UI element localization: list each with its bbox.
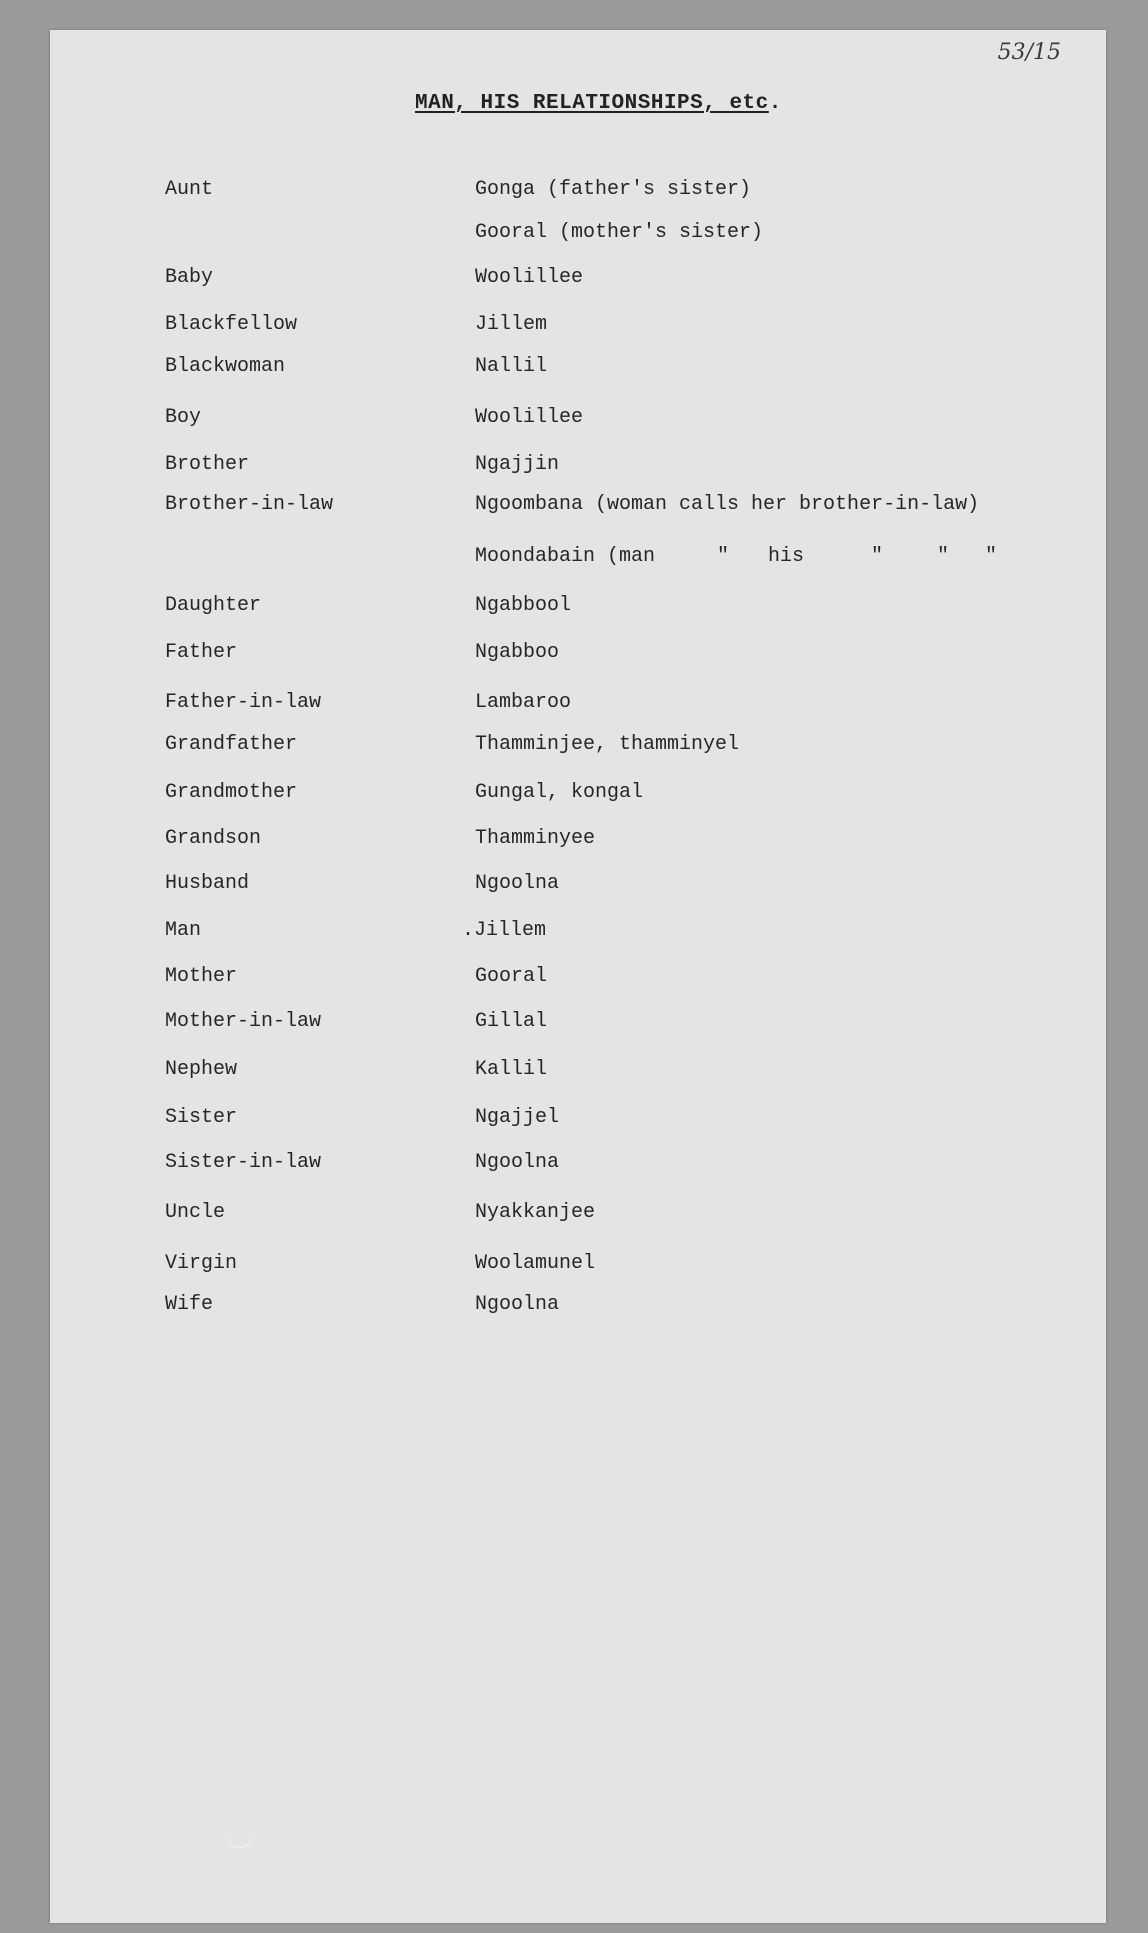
term: Mother xyxy=(165,965,238,988)
gloss: Woolillee xyxy=(475,406,584,429)
term: Grandfather xyxy=(165,733,298,756)
list-item xyxy=(50,919,1106,949)
list-item xyxy=(50,733,1106,763)
list-item xyxy=(50,965,1106,995)
gloss: Ngoolna xyxy=(475,1151,560,1174)
ditto-mark: " xyxy=(937,545,950,568)
gloss: Jillem xyxy=(475,313,548,336)
term: Brother xyxy=(165,453,250,476)
term: Sister-in-law xyxy=(165,1151,322,1174)
term: Aunt xyxy=(165,178,214,201)
gloss: Ngabbool xyxy=(475,594,572,617)
vocabulary-list xyxy=(50,30,1106,1923)
term: Grandmother xyxy=(165,781,298,804)
term: Nephew xyxy=(165,1058,238,1081)
gloss: Gillal xyxy=(475,1010,548,1033)
gloss: Ngoombana (woman calls her brother-in-law) xyxy=(475,493,980,516)
gloss: Ngajjin xyxy=(475,453,560,476)
term: Brother-in-law xyxy=(165,493,334,516)
term: Wife xyxy=(165,1293,214,1316)
term: Boy xyxy=(165,406,202,429)
list-item xyxy=(50,1252,1106,1282)
list-item xyxy=(50,594,1106,624)
term: Sister xyxy=(165,1106,238,1129)
term: Blackfellow xyxy=(165,313,298,336)
term: Virgin xyxy=(165,1252,238,1275)
list-item xyxy=(50,1201,1106,1231)
ditto-mark: " xyxy=(871,545,884,568)
list-item xyxy=(50,266,1106,296)
gloss: Ngajjel xyxy=(475,1106,560,1129)
list-item xyxy=(50,1151,1106,1181)
list-item xyxy=(50,355,1106,385)
gloss: Nyakkanjee xyxy=(475,1201,596,1224)
term: Grandson xyxy=(165,827,262,850)
list-item xyxy=(50,313,1106,343)
gloss: Woolamunel xyxy=(475,1252,596,1275)
gloss: Ngabboo xyxy=(475,641,560,664)
term: Father-in-law xyxy=(165,691,322,714)
ditto-mark: " xyxy=(985,545,998,568)
term: Blackwoman xyxy=(165,355,286,378)
term: Baby xyxy=(165,266,214,289)
title-text: MAN, HIS RELATIONSHIPS, etc xyxy=(415,92,769,115)
list-item xyxy=(50,1010,1106,1040)
gloss: Gooral xyxy=(475,965,548,988)
title-period: . xyxy=(768,92,782,115)
document-page xyxy=(50,30,1106,1923)
gloss: Thamminyee xyxy=(475,827,596,850)
list-item xyxy=(50,641,1106,671)
list-item xyxy=(50,453,1106,483)
list-item xyxy=(50,1293,1106,1323)
gloss: Gonga (father's sister) xyxy=(475,178,752,201)
gloss: Gungal, kongal xyxy=(475,781,644,804)
ditto-word: his xyxy=(768,545,805,568)
list-item xyxy=(50,781,1106,811)
ditto-mark: " xyxy=(717,545,730,568)
term: Daughter xyxy=(165,594,262,617)
gloss: Ngoolna xyxy=(475,872,560,895)
term: Father xyxy=(165,641,238,664)
term: Mother-in-law xyxy=(165,1010,322,1033)
list-item xyxy=(50,1106,1106,1136)
gloss: Thamminjee, thamminyel xyxy=(475,733,740,756)
list-item xyxy=(50,691,1106,721)
list-item xyxy=(50,178,1106,208)
list-item xyxy=(50,221,1106,251)
term: Husband xyxy=(165,872,250,895)
gloss: Nallil xyxy=(475,355,548,378)
gloss: Moondabain (man xyxy=(475,545,656,568)
list-item xyxy=(50,493,1106,523)
gloss: .Jillem xyxy=(462,919,547,942)
term: Man xyxy=(165,919,202,942)
gloss: Gooral (mother's sister) xyxy=(475,221,764,244)
list-item xyxy=(50,406,1106,436)
gloss: Lambaroo xyxy=(475,691,572,714)
gloss: Ngoolna xyxy=(475,1293,560,1316)
list-item xyxy=(50,872,1106,902)
list-item xyxy=(50,1058,1106,1088)
gloss: Kallil xyxy=(475,1058,548,1081)
list-item xyxy=(50,827,1106,857)
page-number: 53/15 xyxy=(997,40,1061,65)
list-item xyxy=(50,545,1106,575)
term: Uncle xyxy=(165,1201,226,1224)
gloss: Woolillee xyxy=(475,266,584,289)
